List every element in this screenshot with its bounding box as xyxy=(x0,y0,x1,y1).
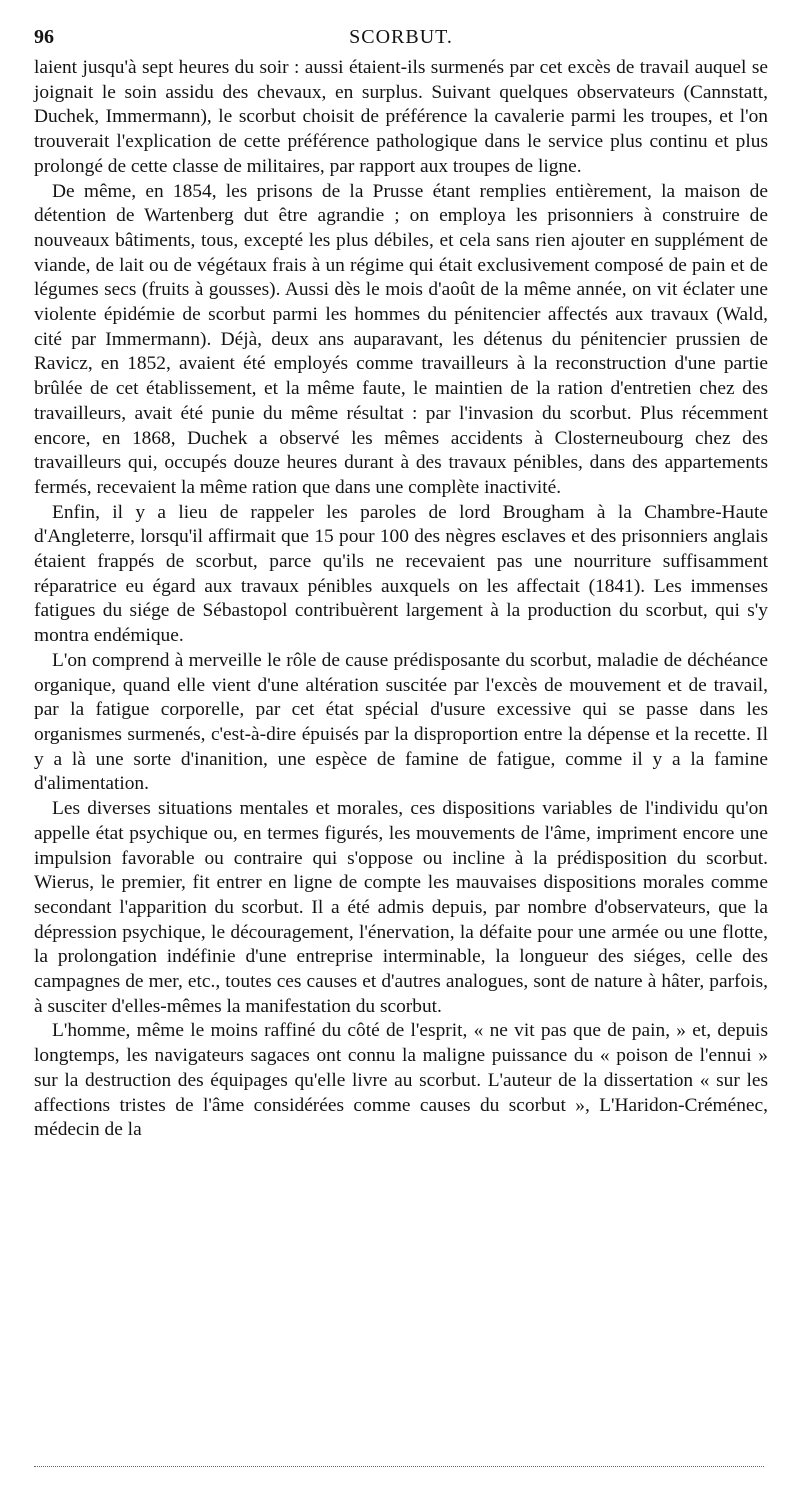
running-header xyxy=(34,22,768,52)
footer-dotted-rule xyxy=(34,1466,764,1467)
page-number: 96 xyxy=(34,26,54,48)
paragraph: Les diverses situations mentales et morales, ces dispositions variables de l'individu qu'on appelle état psychique ou, en termes figurés, les mouvements de l'âme, impriment encore une impulsion favorable ou contraire qui s'oppose ou incline à la prédisposition du scorbut. Wierus, le premier, fit entrer en ligne de compte les mauvaises dispositions morales comme secondant l'apparition du scorbut. Il a été admis depuis, par nombre d'observateurs, que la dépression psychique, le découragement, l'énervation, la défaite pour une armée ou une flotte, la prolongation indéfinie d'une entreprise interminable, la longueur des siéges, celle des campagnes de mer, etc., toutes ces causes et d'autres analogues, sont de nature à hâter, parfois, à susciter d'elles-mêmes la manifestation du scorbut. xyxy=(34,798,768,1017)
paragraph: De même, en 1854, les prisons de la Prusse étant remplies entièrement, la maison de détention de Wartenberg dut être agrandie ; on employa les prisonniers à construire de nouveaux bâtiments, tous, excepté les plus débiles, et cela sans rien ajouter en supplément de viande, de lait ou de végétaux frais à un régime qui était exclusivement composé de pain et de légumes secs (fruits à gousses). Aussi dès le mois d'août de la même année, on vit éclater une violente épidémie de scorbut parmi les hommes du pénitencier affectés aux travaux (Wald, cité par Immermann). Déjà, deux ans auparavant, les détenus du pénitencier prussien de Ravicz, en 1852, avaient été employés comme travailleurs à la reconstruction d'une partie brûlée de cet établissement, et la même faute, le maintien de la ration d'entretien chez des travailleurs, avait été punie du même résultat : par l'invasion du scorbut. Plus récemment encore, en 1868, Duchek a observé les mêmes accidents à Closterneubourg chez des travailleurs qui, occupés douze heures durant à des travaux pénibles, dans des appartements fermés, recevaient la même ration que dans une complète inactivité. xyxy=(34,180,768,498)
paragraph-continuation: laient jusqu'à sept heures du soir : aussi étaient-ils surmenés par cet excès de travail auquel se joignait le soin assidu des chevaux, en surplus. Suivant quelques observateurs (Cannstatt, Duchek, Immermann), le scorbut choisit de préférence la cavalerie parmi les troupes, et l'on trouverait l'explication de cette préférence pathologique dans le service plus continu et plus prolongé de cette classe de militaires, par rapport aux troupes de ligne. xyxy=(34,57,768,177)
paragraph: Enfin, il y a lieu de rappeler les paroles de lord Brougham à la Chambre-Haute d'Angleterre, lorsqu'il affirmait que 15 pour 100 des nègres esclaves et des prisonniers anglais étaient frappés de scorbut, parce qu'ils ne recevaient pas une nourriture suffisamment réparatrice eu égard aux travaux pénibles auxquels on les affectait (1841). Les immenses fatigues du siége de Sébastopol contribuèrent largement à la production du scorbut, qui s'y montra endémique. xyxy=(34,501,768,647)
paragraph: L'on comprend à merveille le rôle de cause prédisposante du scorbut, maladie de déchéance organique, quand elle vient d'une altération suscitée par l'excès de mouvement et de travail, par la fatigue corporelle, par cet état spécial d'usure excessive qui se passe dans les organismes surmenés, c'est-à-dire épuisés par la disproportion entre la dépense et la recette. Il y a là une sorte d'inanition, une espèce de famine de fatigue, comme il y a la famine d'alimentation. xyxy=(34,649,768,795)
body-text xyxy=(34,56,768,1143)
book-page xyxy=(34,22,768,1143)
running-title: SCORBUT. xyxy=(349,26,453,48)
paragraph: L'homme, même le moins raffiné du côté de l'esprit, « ne vit pas que de pain, » et, depuis longtemps, les navigateurs sagaces ont connu la maligne puissance du « poison de l'ennui » sur la destruction des équipages qu'elle livre au scorbut. L'auteur de la dissertation « sur les affections tristes de l'âme considérées comme causes du scorbut », L'Haridon-Créménec, médecin de la xyxy=(34,1020,768,1141)
